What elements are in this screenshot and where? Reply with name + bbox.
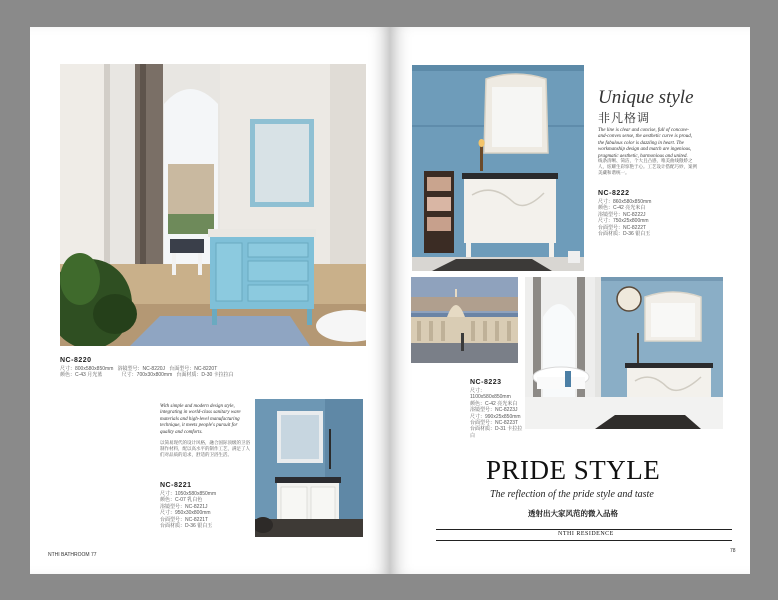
divider-line [436, 540, 732, 541]
description-en-nc8221: With simple and modern design style, integrating in world-class sanitary ware materials and high-level manufacturing technique, it meets people's pursuit for quality and comforts. [160, 404, 241, 435]
bathroom-photo-nc8220 [60, 64, 366, 346]
cityscape-photo [411, 277, 518, 363]
specs-nc8221 [160, 491, 252, 529]
spec-line: 尺寸：990x25x850mm [470, 413, 521, 420]
spec-line: 浴镜型号：NC-8222J [598, 211, 646, 218]
magazine-spread [30, 27, 750, 574]
unique-style-title: Unique style [598, 87, 694, 108]
brand-name: NTHI RESIDENCE [558, 531, 614, 537]
spec-line: 颜色：C-42 亮光米白 [470, 400, 518, 407]
spec-line: 尺寸：750x25x800mm [598, 218, 649, 225]
spec-line: 尺寸：1100x580x850mm [470, 388, 511, 401]
bathroom-photo-nc8222 [412, 65, 584, 271]
spec-line: 台面材质：D-31 卡拉拉白 [470, 426, 523, 439]
spec-line: 台面型号：NC-8222T [598, 224, 647, 231]
bathroom-photo-nc8223 [525, 277, 723, 429]
page-number: 78 [730, 548, 736, 554]
spec-line: 浴镜型号：NC-8223J [470, 407, 518, 414]
specs-nc8220-line1: 尺寸：800x580x850mm 浴镜型号：NC-8220J 台面型号：NC-8220T [60, 366, 218, 372]
specs-nc8223 [470, 388, 525, 439]
spec-line: 尺寸：1050x580x850mm [160, 491, 217, 497]
left-page-footer: NTHI BATHROOM 77 [48, 552, 97, 558]
divider-line [436, 529, 732, 530]
product-code-nc8222: NC-8222 [598, 190, 630, 197]
pride-style-title: PRIDE STYLE [486, 455, 661, 485]
right-page [390, 27, 750, 574]
bathroom-photo-nc8221 [255, 399, 363, 537]
specs-nc8222 [598, 199, 698, 237]
product-code-nc8221: NC-8221 [160, 482, 192, 489]
spec-line: 台面型号：NC-8221T [160, 516, 209, 523]
spec-line: 台面材质：D-36 银白玉 [160, 523, 213, 530]
spec-line: 颜色：C-07 乳白色 [160, 497, 203, 504]
spec-line: 尺寸：950x30x800mm [160, 510, 211, 517]
unique-style-cn: 非凡格调 [598, 111, 651, 125]
spec-line: 台面材质：D-36 银白玉 [598, 231, 651, 238]
product-code-nc8220: NC-8220 [60, 357, 92, 364]
spec-line: 颜色：C-42 亮光米白 [598, 205, 646, 212]
pride-style-cn: 透射出大家风范的微入品格 [528, 509, 618, 518]
product-code-nc8223: NC-8223 [470, 379, 502, 386]
spec-line: 尺寸：860x580x850mm [598, 199, 652, 205]
unique-style-description-cn: 线条清晰、简洁，个大且凸感，唯美曲线傲娇之人，炫耀生彩惊艳于心。工艺设计搭配巧妙，案例美藏和谐统一。 [598, 159, 697, 176]
specs-nc8220-line2: 颜色：C-43 月光蓝 尺寸：700x30x800mm 台面材质：D-30 卡拉拉白 [60, 372, 234, 378]
spec-line: 浴镜型号：NC-8221J [160, 503, 208, 510]
left-page [30, 27, 390, 574]
unique-style-description-en: The line is clear and concise, full of concave-and-convex sense, the aesthetic curve is proud, the fabulous color is dazzling in heart. The workmanship design and match are ingenious, pragmatic aesthetic, harmonious and united. [598, 128, 692, 159]
pride-style-subtitle: The reflection of the pride style and taste [490, 489, 654, 500]
description-cn-nc8221: 以简易现代的设计风格，融合国际顶级的卫浴制作材料，配以高水平的制作工艺，满足了人们对品质的追求，舒适的卫浴生活。 [160, 441, 250, 458]
spec-line: 台面型号：NC-8223T [470, 420, 519, 427]
